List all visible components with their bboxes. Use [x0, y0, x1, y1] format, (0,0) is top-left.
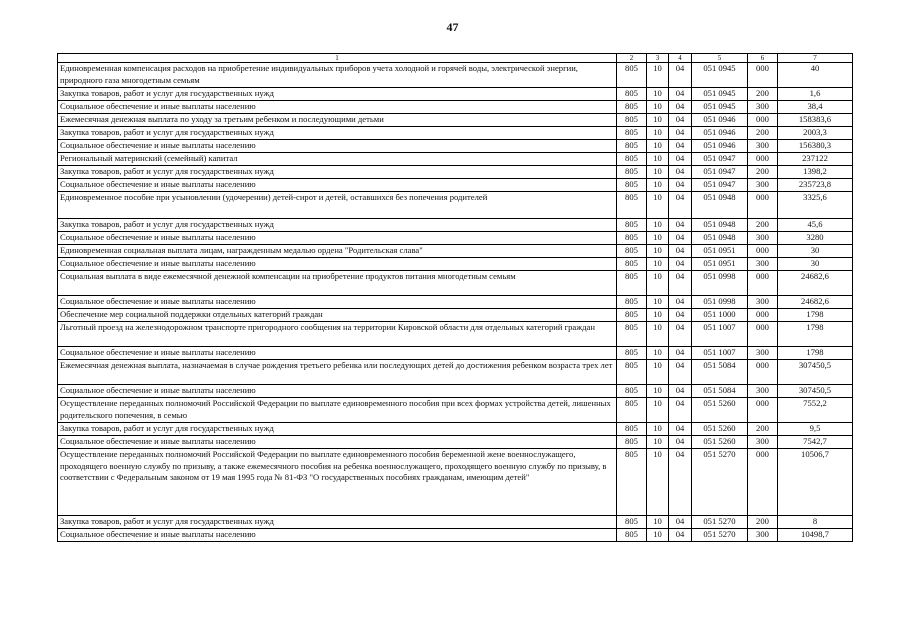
amount-cell: 10498,7: [778, 529, 853, 542]
description-cell: Социальное обеспечение и иные выплаты населению: [58, 529, 617, 542]
ministry-code-cell: 805: [617, 385, 647, 398]
subsection-cell: 04: [669, 101, 692, 114]
amount-cell: 1,6: [778, 88, 853, 101]
table-row: [58, 114, 853, 127]
subsection-cell: 04: [669, 360, 692, 385]
section-cell: 10: [647, 232, 669, 245]
ministry-code-cell: 805: [617, 516, 647, 529]
target-article-cell: 051 5084: [692, 385, 748, 398]
expense-type-cell: 200: [748, 127, 778, 140]
target-article-cell: 051 0946: [692, 127, 748, 140]
target-article-cell: 051 0945: [692, 101, 748, 114]
ministry-code-cell: 805: [617, 140, 647, 153]
section-cell: 10: [647, 101, 669, 114]
table-row: [58, 398, 853, 423]
header-cell: 2: [617, 54, 647, 63]
target-article-cell: 051 0947: [692, 179, 748, 192]
ministry-code-cell: 805: [617, 114, 647, 127]
section-cell: 10: [647, 449, 669, 516]
subsection-cell: 04: [669, 245, 692, 258]
expense-type-cell: 300: [748, 101, 778, 114]
description-cell: Закупка товаров, работ и услуг для государственных нужд: [58, 127, 617, 140]
amount-cell: 2003,3: [778, 127, 853, 140]
expense-type-cell: 300: [748, 436, 778, 449]
expense-type-cell: 300: [748, 140, 778, 153]
subsection-cell: 04: [669, 114, 692, 127]
expense-type-cell: 300: [748, 347, 778, 360]
target-article-cell: 051 0998: [692, 296, 748, 309]
description-cell: Единовременное пособие при усыновлении (удочерении) детей-сирот и детей, оставшихся без попечения родителей: [58, 192, 617, 219]
table-row: [58, 140, 853, 153]
table-row: [58, 63, 853, 88]
description-cell: Социальное обеспечение и иные выплаты населению: [58, 436, 617, 449]
ministry-code-cell: 805: [617, 529, 647, 542]
ministry-code-cell: 805: [617, 179, 647, 192]
table-row: [58, 385, 853, 398]
table-row: [58, 271, 853, 296]
description-cell: Региональный материнский (семейный) капитал: [58, 153, 617, 166]
budget-table: [57, 53, 853, 542]
table-row: [58, 88, 853, 101]
header-cell: 4: [669, 54, 692, 63]
description-cell: Социальное обеспечение и иные выплаты населению: [58, 140, 617, 153]
amount-cell: 7552,2: [778, 398, 853, 423]
description-cell: Закупка товаров, работ и услуг для государственных нужд: [58, 166, 617, 179]
amount-cell: 9,5: [778, 423, 853, 436]
ministry-code-cell: 805: [617, 309, 647, 322]
ministry-code-cell: 805: [617, 245, 647, 258]
amount-cell: 24682,6: [778, 296, 853, 309]
description-cell: Социальное обеспечение и иные выплаты населению: [58, 385, 617, 398]
ministry-code-cell: 805: [617, 436, 647, 449]
ministry-code-cell: 805: [617, 63, 647, 88]
section-cell: 10: [647, 63, 669, 88]
expense-type-cell: 000: [748, 309, 778, 322]
section-cell: 10: [647, 398, 669, 423]
subsection-cell: 04: [669, 258, 692, 271]
subsection-cell: 04: [669, 516, 692, 529]
ministry-code-cell: 805: [617, 449, 647, 516]
target-article-cell: 051 0947: [692, 153, 748, 166]
target-article-cell: 051 0948: [692, 192, 748, 219]
subsection-cell: 04: [669, 232, 692, 245]
table-row: [58, 529, 853, 542]
expense-type-cell: 200: [748, 219, 778, 232]
section-cell: 10: [647, 309, 669, 322]
expense-type-cell: 000: [748, 114, 778, 127]
description-cell: Закупка товаров, работ и услуг для государственных нужд: [58, 88, 617, 101]
description-cell: Обеспечение мер социальной поддержки отдельных категорий граждан: [58, 309, 617, 322]
expense-type-cell: 200: [748, 423, 778, 436]
table-row: [58, 423, 853, 436]
expense-type-cell: 000: [748, 360, 778, 385]
amount-cell: 1798: [778, 347, 853, 360]
section-cell: 10: [647, 127, 669, 140]
amount-cell: 45,6: [778, 219, 853, 232]
subsection-cell: 04: [669, 219, 692, 232]
ministry-code-cell: 805: [617, 296, 647, 309]
description-cell: Социальное обеспечение и иные выплаты населению: [58, 296, 617, 309]
ministry-code-cell: 805: [617, 232, 647, 245]
header-cell: 3: [647, 54, 669, 63]
description-cell: Закупка товаров, работ и услуг для государственных нужд: [58, 219, 617, 232]
target-article-cell: 051 5084: [692, 360, 748, 385]
section-cell: 10: [647, 516, 669, 529]
table-row: [58, 179, 853, 192]
section-cell: 10: [647, 245, 669, 258]
description-cell: Закупка товаров, работ и услуг для государственных нужд: [58, 516, 617, 529]
header-cell: 1: [58, 54, 617, 63]
table-row: [58, 245, 853, 258]
expense-type-cell: 000: [748, 449, 778, 516]
ministry-code-cell: 805: [617, 347, 647, 360]
subsection-cell: 04: [669, 140, 692, 153]
subsection-cell: 04: [669, 296, 692, 309]
amount-cell: 7542,7: [778, 436, 853, 449]
table-row: [58, 232, 853, 245]
amount-cell: 10506,7: [778, 449, 853, 516]
table-row: [58, 127, 853, 140]
expense-type-cell: 000: [748, 322, 778, 347]
target-article-cell: 051 5270: [692, 449, 748, 516]
target-article-cell: 051 0951: [692, 245, 748, 258]
table-row: [58, 516, 853, 529]
subsection-cell: 04: [669, 423, 692, 436]
table-row: [58, 436, 853, 449]
table-row: [58, 322, 853, 347]
expense-type-cell: 000: [748, 63, 778, 88]
target-article-cell: 051 1000: [692, 309, 748, 322]
expense-type-cell: 300: [748, 179, 778, 192]
amount-cell: 3280: [778, 232, 853, 245]
subsection-cell: 04: [669, 309, 692, 322]
expense-type-cell: 000: [748, 192, 778, 219]
table-row: [58, 192, 853, 219]
ministry-code-cell: 805: [617, 153, 647, 166]
amount-cell: 1398,2: [778, 166, 853, 179]
header-cell: 6: [748, 54, 778, 63]
description-cell: Социальное обеспечение и иные выплаты населению: [58, 179, 617, 192]
ministry-code-cell: 805: [617, 398, 647, 423]
section-cell: 10: [647, 423, 669, 436]
ministry-code-cell: 805: [617, 88, 647, 101]
subsection-cell: 04: [669, 166, 692, 179]
subsection-cell: 04: [669, 271, 692, 296]
ministry-code-cell: 805: [617, 166, 647, 179]
amount-cell: 8: [778, 516, 853, 529]
description-cell: Социальное обеспечение и иные выплаты населению: [58, 232, 617, 245]
expense-type-cell: 000: [748, 271, 778, 296]
subsection-cell: 04: [669, 127, 692, 140]
section-cell: 10: [647, 140, 669, 153]
target-article-cell: 051 0947: [692, 166, 748, 179]
table-row: [58, 309, 853, 322]
target-article-cell: 051 0948: [692, 232, 748, 245]
target-article-cell: 051 0946: [692, 140, 748, 153]
ministry-code-cell: 805: [617, 101, 647, 114]
subsection-cell: 04: [669, 385, 692, 398]
table-row: [58, 219, 853, 232]
header-cell: 7: [778, 54, 853, 63]
section-cell: 10: [647, 219, 669, 232]
description-cell: Социальное обеспечение и иные выплаты населению: [58, 101, 617, 114]
section-cell: 10: [647, 322, 669, 347]
expense-type-cell: 300: [748, 258, 778, 271]
expense-type-cell: 300: [748, 232, 778, 245]
amount-cell: 38,4: [778, 101, 853, 114]
amount-cell: 30: [778, 258, 853, 271]
expense-type-cell: 200: [748, 88, 778, 101]
table-row: [58, 296, 853, 309]
table-row: [58, 258, 853, 271]
expense-type-cell: 300: [748, 529, 778, 542]
amount-cell: 307450,5: [778, 360, 853, 385]
amount-cell: 237122: [778, 153, 853, 166]
amount-cell: 3325,6: [778, 192, 853, 219]
target-article-cell: 051 0946: [692, 114, 748, 127]
target-article-cell: 051 1007: [692, 347, 748, 360]
description-cell: Закупка товаров, работ и услуг для государственных нужд: [58, 423, 617, 436]
description-cell: Ежемесячная денежная выплата по уходу за третьим ребенком и последующими детьми: [58, 114, 617, 127]
subsection-cell: 04: [669, 322, 692, 347]
description-cell: Льготный проезд на железнодорожном транспорте пригородного сообщения на территории Кировской области для отдельных категорий граждан: [58, 322, 617, 347]
section-cell: 10: [647, 166, 669, 179]
amount-cell: 1798: [778, 322, 853, 347]
subsection-cell: 04: [669, 88, 692, 101]
target-article-cell: 051 0945: [692, 88, 748, 101]
section-cell: 10: [647, 360, 669, 385]
page-number: 47: [446, 20, 459, 34]
section-cell: 10: [647, 271, 669, 296]
expense-type-cell: 300: [748, 385, 778, 398]
subsection-cell: 04: [669, 179, 692, 192]
subsection-cell: 04: [669, 347, 692, 360]
section-cell: 10: [647, 258, 669, 271]
amount-cell: 235723,8: [778, 179, 853, 192]
section-cell: 10: [647, 347, 669, 360]
amount-cell: 156380,3: [778, 140, 853, 153]
subsection-cell: 04: [669, 153, 692, 166]
target-article-cell: 051 0945: [692, 63, 748, 88]
ministry-code-cell: 805: [617, 192, 647, 219]
ministry-code-cell: 805: [617, 271, 647, 296]
subsection-cell: 04: [669, 398, 692, 423]
table-row: [58, 153, 853, 166]
description-cell: Единовременная компенсация расходов на приобретение индивидуальных приборов учета холодной и горячей воды, электрической энергии, природного газа многодетным семьям: [58, 63, 617, 88]
section-cell: 10: [647, 529, 669, 542]
description-cell: Осуществление переданных полномочий Российской Федерации по выплате единовременного пособия беременной жене военнослужащего, проходящего военную службу по призыву, а также ежемесячного пособия на ребенка военнослужащего, проходящего военную службу по призыву, в соответствии с Федеральным законом от 19 мая 1995 года № 81-ФЗ "О государственных пособиях гражданам, имеющим детей": [58, 449, 617, 516]
expense-type-cell: 200: [748, 166, 778, 179]
target-article-cell: 051 0948: [692, 219, 748, 232]
ministry-code-cell: 805: [617, 219, 647, 232]
target-article-cell: 051 5260: [692, 423, 748, 436]
amount-cell: 30: [778, 245, 853, 258]
target-article-cell: 051 1007: [692, 322, 748, 347]
section-cell: 10: [647, 114, 669, 127]
subsection-cell: 04: [669, 449, 692, 516]
section-cell: 10: [647, 179, 669, 192]
description-cell: Единовременная социальная выплата лицам, награжденным медалью ордена "Родительская слава": [58, 245, 617, 258]
ministry-code-cell: 805: [617, 423, 647, 436]
description-cell: Социальное обеспечение и иные выплаты населению: [58, 347, 617, 360]
target-article-cell: 051 5260: [692, 398, 748, 423]
amount-cell: 1798: [778, 309, 853, 322]
amount-cell: 307450,5: [778, 385, 853, 398]
header-cell: 5: [692, 54, 748, 63]
target-article-cell: 051 0951: [692, 258, 748, 271]
target-article-cell: 051 5260: [692, 436, 748, 449]
section-cell: 10: [647, 192, 669, 219]
table-row: [58, 101, 853, 114]
subsection-cell: 04: [669, 192, 692, 219]
target-article-cell: 051 5270: [692, 529, 748, 542]
table-row: [58, 347, 853, 360]
subsection-cell: 04: [669, 436, 692, 449]
amount-cell: 158383,6: [778, 114, 853, 127]
description-cell: Ежемесячная денежная выплата, назначаемая в случае рождения третьего ребенка или последующих детей до достижения ребенком возраста трех лет: [58, 360, 617, 385]
expense-type-cell: 300: [748, 296, 778, 309]
section-cell: 10: [647, 153, 669, 166]
expense-type-cell: 000: [748, 398, 778, 423]
ministry-code-cell: 805: [617, 360, 647, 385]
expense-type-cell: 200: [748, 516, 778, 529]
section-cell: 10: [647, 436, 669, 449]
expense-type-cell: 000: [748, 245, 778, 258]
table-row: [58, 166, 853, 179]
expense-type-cell: 000: [748, 153, 778, 166]
description-cell: Осуществление переданных полномочий Российской Федерации по выплате единовременного пособия при всех формах устройства детей, лишенных родительского попечения, в семью: [58, 398, 617, 423]
section-cell: 10: [647, 88, 669, 101]
subsection-cell: 04: [669, 529, 692, 542]
table-header-row: [58, 54, 853, 63]
section-cell: 10: [647, 296, 669, 309]
ministry-code-cell: 805: [617, 127, 647, 140]
amount-cell: 24682,6: [778, 271, 853, 296]
target-article-cell: 051 5270: [692, 516, 748, 529]
description-cell: Социальная выплата в виде ежемесячной денежной компенсации на приобретение продуктов питания многодетным семьям: [58, 271, 617, 296]
section-cell: 10: [647, 385, 669, 398]
table-row: [58, 449, 853, 516]
ministry-code-cell: 805: [617, 322, 647, 347]
amount-cell: 40: [778, 63, 853, 88]
description-cell: Социальное обеспечение и иные выплаты населению: [58, 258, 617, 271]
table-row: [58, 360, 853, 385]
target-article-cell: 051 0998: [692, 271, 748, 296]
subsection-cell: 04: [669, 63, 692, 88]
ministry-code-cell: 805: [617, 258, 647, 271]
